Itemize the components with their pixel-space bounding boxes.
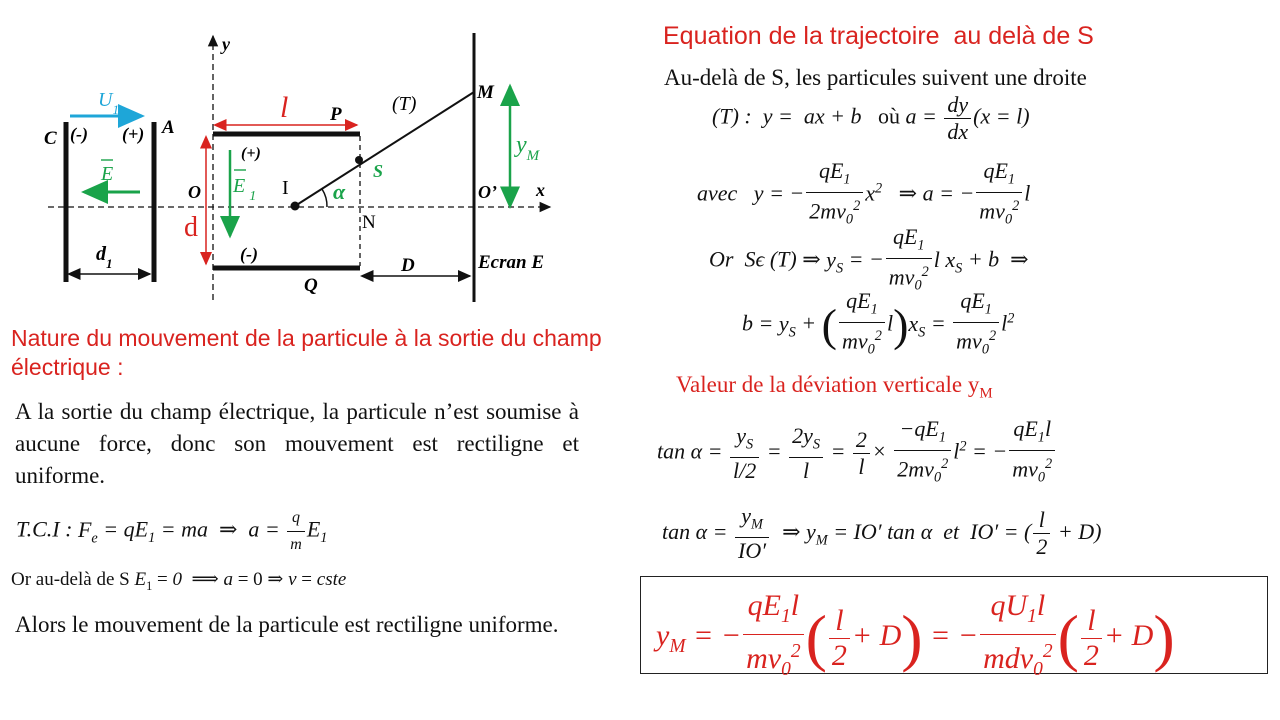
right-heading: Equation de la trajectoire au delà de S [663, 22, 1094, 50]
label-n: N [362, 212, 376, 233]
right-subheading [676, 370, 993, 409]
or-s-equation: Or Sϵ (T) ⇒ $y_S$ = − $\frac{qE_1}{mv_0^2}$ l $x_S + b$ ⇒ [709, 224, 1029, 295]
right-intro: Au-delà de S, les particules suivent une droite [664, 65, 1087, 90]
label-q: Q [304, 275, 318, 296]
label-ecran: Ecran E [478, 252, 544, 273]
ou-word: où [877, 103, 900, 129]
label-minus-left: (-) [70, 124, 88, 144]
u1-label: U [98, 89, 113, 111]
label-m: M [477, 82, 494, 103]
or-equation: Or au-delà de S $E_1 = 0$ ⟹ a = 0 ⇒ v = cste [11, 569, 347, 593]
label-big-d: D [401, 255, 415, 276]
b-equation: $b = y_S$ + ( $\frac{qE_1}{mv_0^2}$ $l)x_S$ = $\frac{qE_1}{mv_0^2}$ $l^2$ [742, 288, 1015, 359]
label-ym-sub: M [526, 148, 540, 164]
deflection-diagram [0, 0, 640, 310]
label-d1: d [96, 243, 106, 265]
label-ym: y [516, 132, 527, 158]
tci-prefix: T.C.I : [16, 516, 73, 542]
left-paragraph: A la sortie du champ électrique, la particule n’est soumise à aucune force, donc son mouvement est rectiligne et uniforme. [15, 399, 579, 488]
right-subheading-sub: M [979, 385, 993, 402]
label-t: (T) [392, 93, 417, 115]
label-e: E [101, 163, 114, 185]
tan-alpha-ym-equation: tan α = $\frac{y_M}{IO'}$ ⇒ $y_M = IO'$ tan α et IO′ = ( $\frac{l}{2}$ + D) [662, 503, 1102, 564]
et-word: et [943, 518, 960, 544]
label-e1: E [233, 175, 246, 197]
svg-text:E1 [232, 175, 256, 204]
or-word: Or [709, 246, 734, 272]
label-alpha: α [333, 179, 346, 204]
label-d: d [184, 212, 198, 243]
label-l: l [280, 91, 289, 124]
u1-sub: 1 [112, 101, 119, 117]
avec-equation: avec y = − $\frac{qE_1}{2mv_0^2}$ $x^2$ ⇒ a = − $\frac{qE_1}{mv_0^2}$ l [697, 158, 1031, 229]
point-s [355, 156, 363, 164]
label-y-axis: y [222, 34, 230, 54]
svg-text:U1 [98, 89, 119, 117]
tci-equation: T.C.I : $F_e = qE_1$ = ma ⇒ a = $\frac{q}{m}$ $E_1$ [16, 505, 327, 558]
label-x-axis: x [536, 180, 545, 200]
label-d1-sub: 1 [106, 255, 113, 271]
label-s: S [373, 161, 384, 181]
svg-text:yM [514, 132, 541, 164]
alpha-arc [322, 189, 327, 207]
label-plus-left: (+) [122, 124, 145, 144]
label-a: A [162, 117, 175, 138]
trajectory-equation: (T) : y = ax + b où a = $\frac{dy}{dx}$ (x = l) [712, 92, 1030, 144]
label-p: P [330, 104, 342, 125]
label-o-prime: O’ [478, 182, 497, 202]
avec-word: avec [697, 180, 738, 206]
trajectory-line [295, 92, 474, 206]
left-conclusion: Alors le mouvement de la particule est rectiligne uniforme. [15, 612, 559, 637]
point-i [291, 202, 300, 211]
or-prefix: Or au-delà de S [11, 569, 130, 590]
left-heading: Nature du mouvement de la particule à la sortie du champ électrique : [11, 325, 602, 380]
label-c: C [44, 128, 57, 149]
label-e1-sub: 1 [249, 188, 257, 204]
result-equation: $y_M$ = − $\frac{qE_1l}{mv_0^2}$ ( $\frac{l}{2}$ + D) = − $\frac{qU_1l}{mdv_0^2}$ ( $\frac{l}{2}$ + D) [656, 589, 1175, 680]
svg-text:d1 [96, 243, 113, 271]
label-o: O [188, 182, 201, 202]
label-i: I [282, 177, 289, 199]
right-subheading-text: Valeur de la déviation verticale y [676, 372, 980, 397]
tan-alpha-equation: tan α = $\frac{y_S}{l/2}$ = $\frac{2y_S}{l}$ = $\frac{2}{l}$ × $\frac{-qE_1}{2mv_0^2}$ $l^2$ = − $\frac{qE_1l}{mv_0^2}$ [657, 416, 1057, 491]
label-plus-plate: (+) [241, 145, 261, 162]
label-minus-plate: (-) [240, 244, 258, 264]
